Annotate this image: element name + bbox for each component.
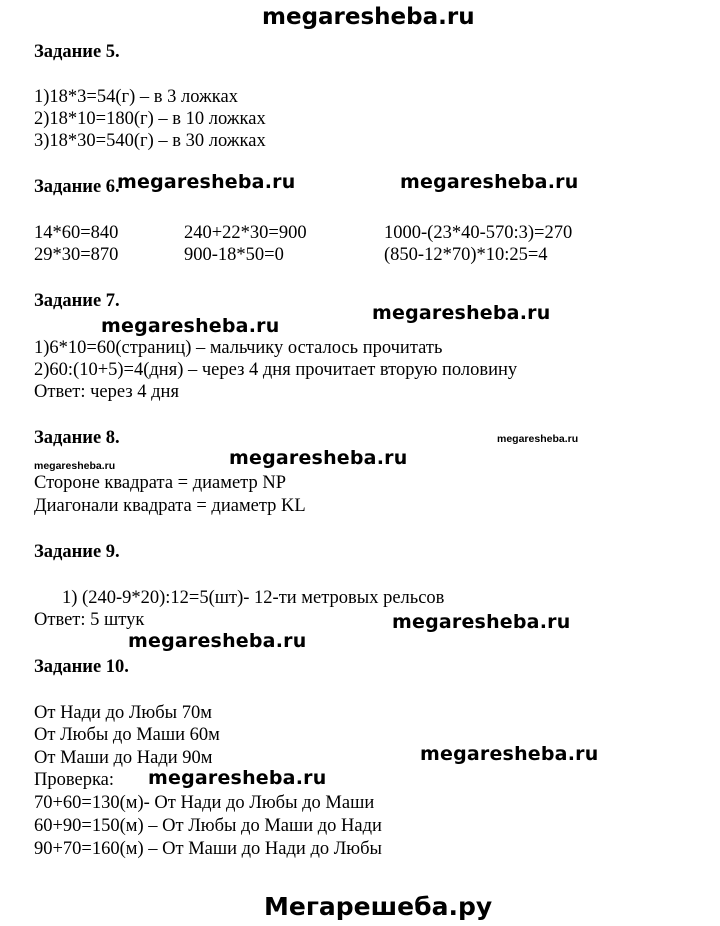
- task-10-line-2: От Любы до Маши 60м: [34, 725, 220, 745]
- task-10-check-2: 60+90=150(м) – От Любы до Маши до Нади: [34, 816, 382, 836]
- watermark: megaresheba.ru: [148, 767, 327, 789]
- task-10-title: Задание 10.: [34, 657, 129, 677]
- task-10-check-1: 70+60=130(м)- От Нади до Любы до Маши: [34, 793, 375, 813]
- task-6-col2-row1: 240+22*30=900: [184, 223, 307, 243]
- task-6-col2-row2: 900-18*50=0: [184, 245, 284, 265]
- task-9-answer: Ответ: 5 штук: [34, 610, 145, 630]
- task-7-answer: Ответ: через 4 дня: [34, 382, 179, 402]
- watermark: megaresheba.ru: [229, 447, 408, 469]
- task-6-col3-row1: 1000-(23*40-570:3)=270: [384, 223, 573, 243]
- task-5-line-2: 2)18*10=180(г) – в 10 ложках: [34, 109, 266, 129]
- task-9-line-1: 1) (240-9*20):12=5(шт)- 12-ти метровых рельсов: [62, 588, 445, 608]
- watermark: megaresheba.ru: [372, 302, 551, 324]
- header-watermark: megaresheba.ru: [262, 4, 475, 30]
- watermark: megaresheba.ru: [400, 171, 579, 193]
- task-8-line-1: Стороне квадрата = диаметр NP: [34, 473, 286, 493]
- watermark: megaresheba.ru: [497, 433, 579, 445]
- task-10-check-label: Проверка:: [34, 770, 115, 790]
- task-5-line-3: 3)18*30=540(г) – в 30 ложках: [34, 131, 266, 151]
- task-6-title: Задание 6.: [34, 177, 120, 197]
- task-6-col1-row2: 29*30=870: [34, 245, 119, 265]
- footer-watermark: Мегарешеба.ру: [264, 892, 493, 921]
- task-10-check-3: 90+70=160(м) – От Маши до Нади до Любы: [34, 839, 382, 859]
- task-5-line-1: 1)18*3=54(г) – в 3 ложках: [34, 87, 238, 107]
- watermark: megaresheba.ru: [101, 315, 280, 337]
- watermark: megaresheba.ru: [420, 743, 599, 765]
- task-8-title: Задание 8.: [34, 428, 120, 448]
- task-10-line-3: От Маши до Нади 90м: [34, 748, 213, 768]
- task-7-line-2: 2)60:(10+5)=4(дня) – через 4 дня прочитает вторую половину: [34, 360, 518, 380]
- task-5-title: Задание 5.: [34, 42, 120, 62]
- task-6-col3-row2: (850-12*70)*10:25=4: [384, 245, 548, 265]
- task-7-line-1: 1)6*10=60(страниц) – мальчику осталось прочитать: [34, 338, 443, 358]
- watermark: megaresheba.ru: [117, 171, 296, 193]
- task-10-line-1: От Нади до Любы 70м: [34, 703, 212, 723]
- watermark: megaresheba.ru: [128, 630, 307, 652]
- task-9-title: Задание 9.: [34, 542, 120, 562]
- task-7-title: Задание 7.: [34, 291, 120, 311]
- task-6-col1-row1: 14*60=840: [34, 223, 119, 243]
- task-8-line-2: Диагонали квадрата = диаметр KL: [34, 496, 306, 516]
- watermark: megaresheba.ru: [392, 611, 571, 633]
- watermark: megaresheba.ru: [34, 460, 116, 472]
